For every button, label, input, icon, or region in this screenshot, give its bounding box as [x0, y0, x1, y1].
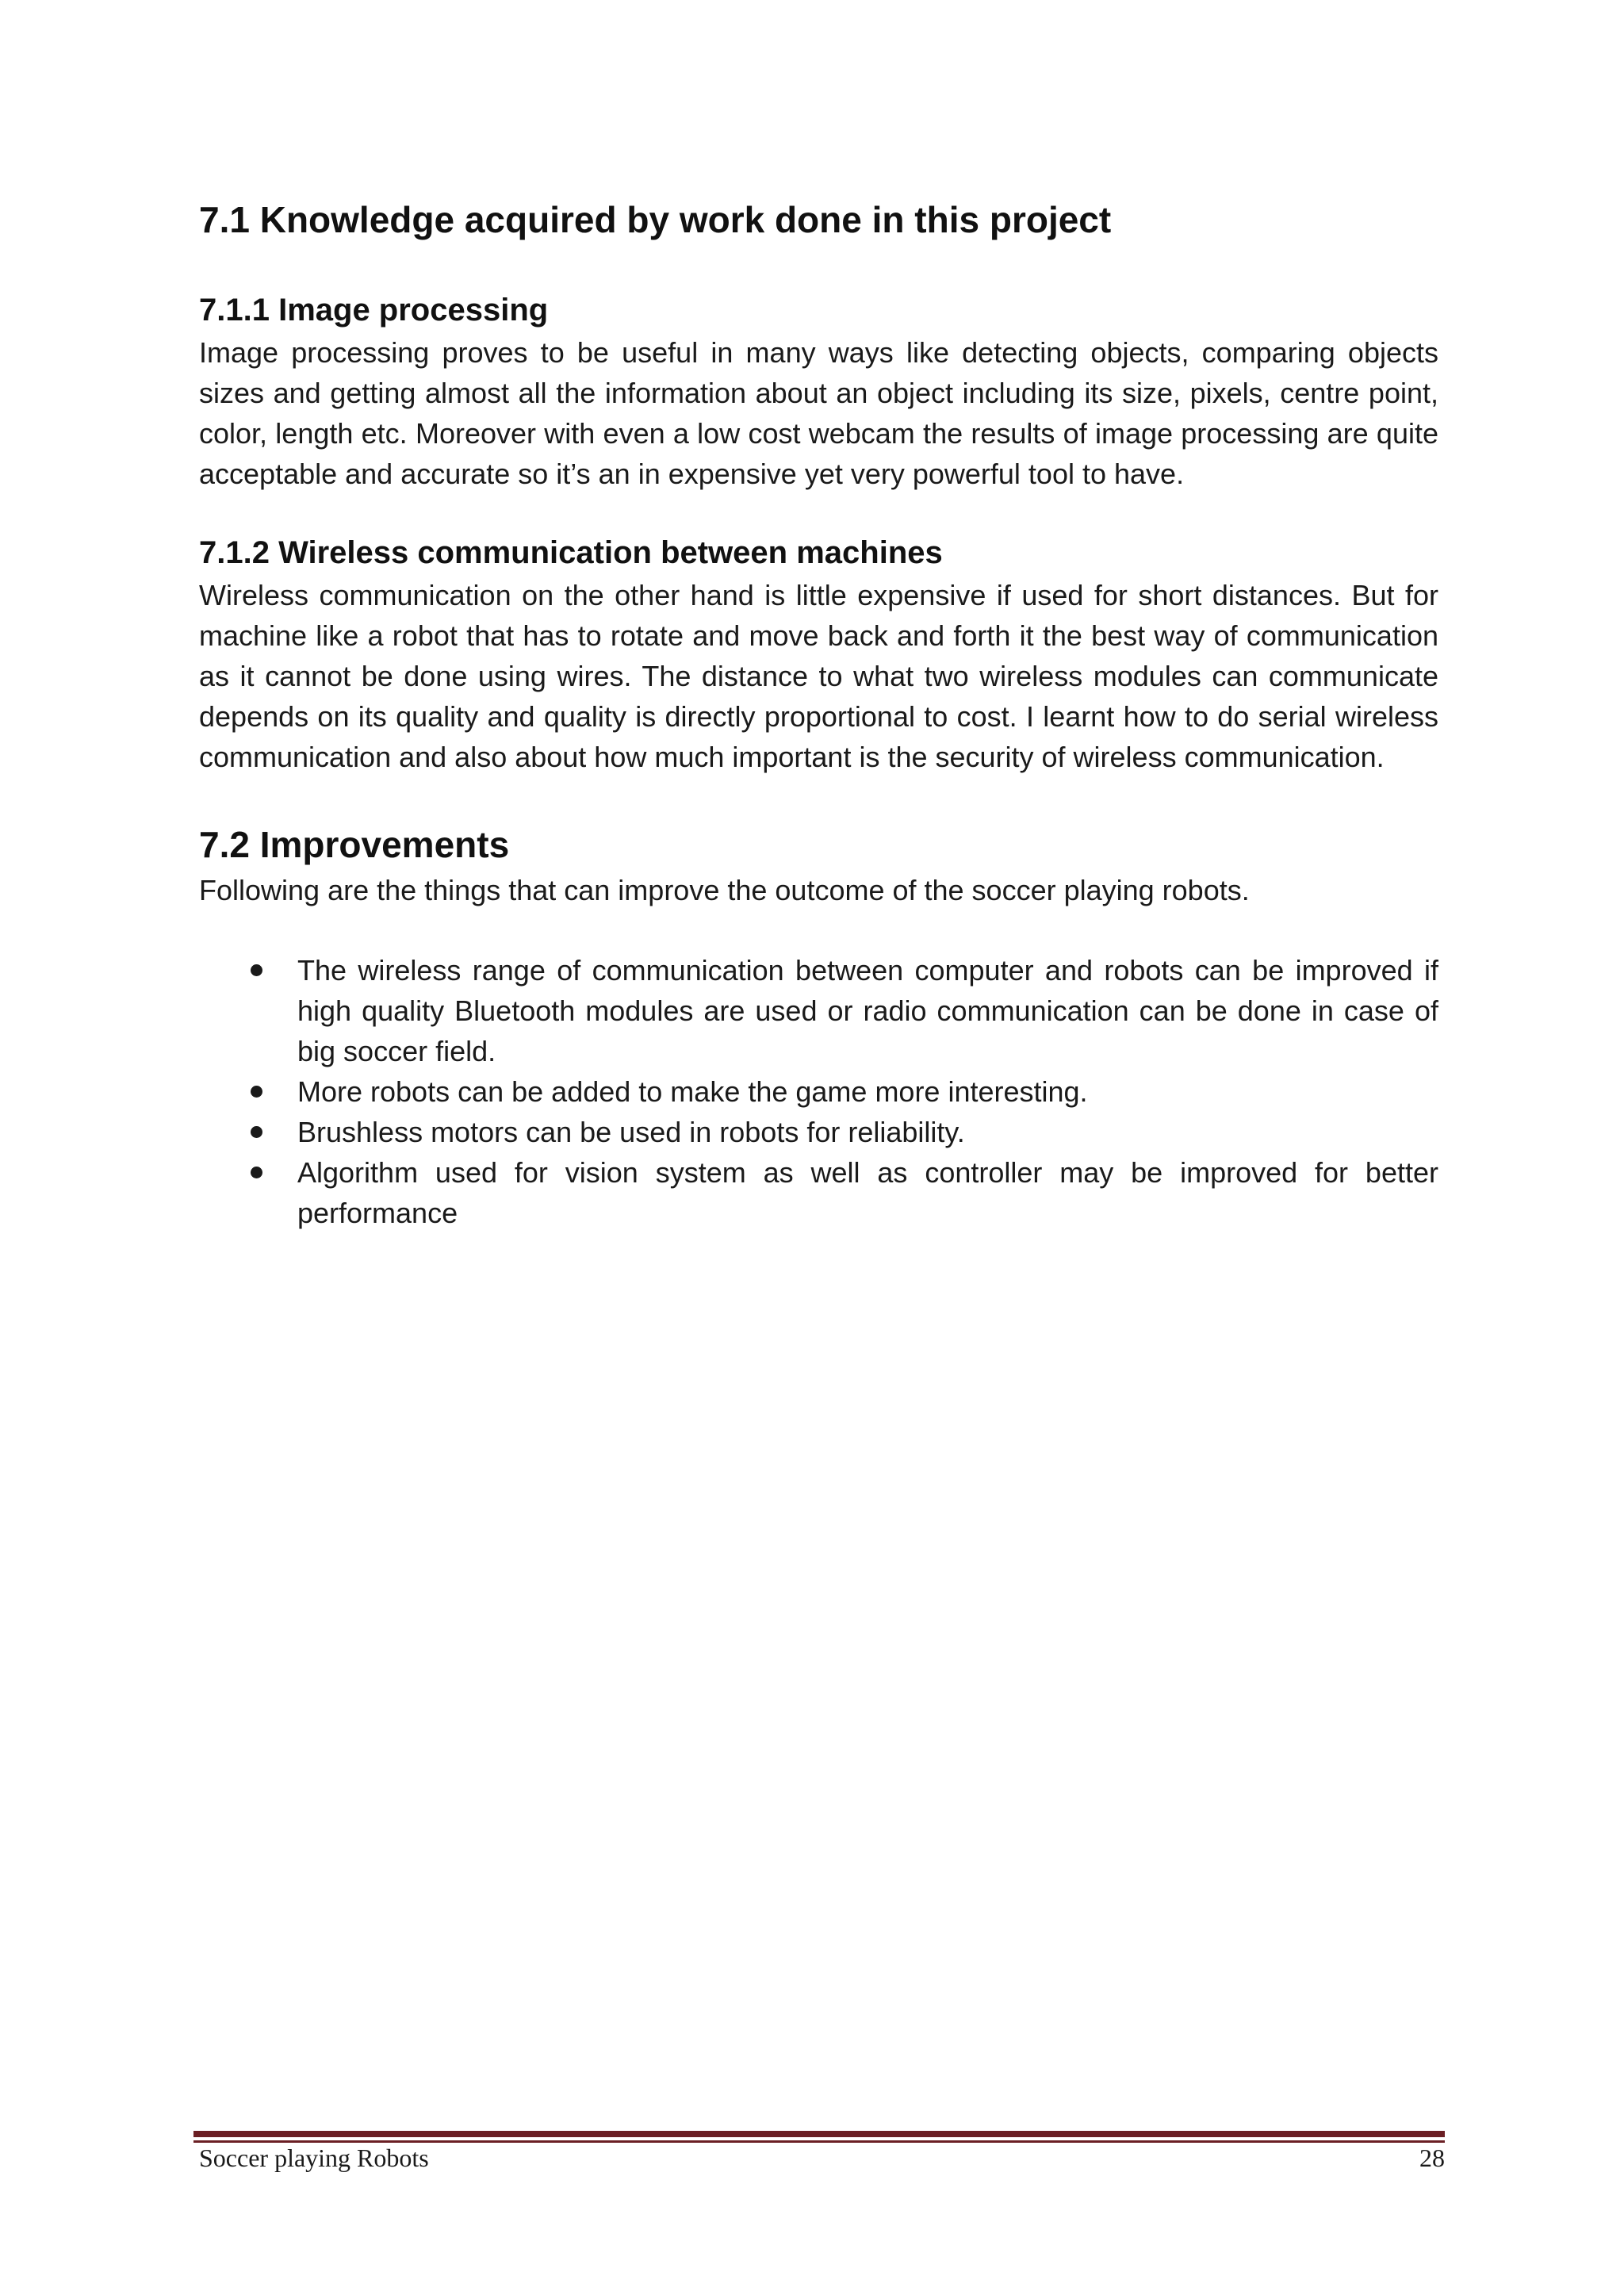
subsection-heading-image-processing: 7.1.1 Image processing [199, 293, 549, 328]
list-item [199, 1152, 1438, 1233]
paragraph-improvements-intro: Following are the things that can improve the outcome of the soccer playing robots. [199, 874, 1250, 907]
list-item [199, 1071, 1438, 1112]
footer-document-title: Soccer playing Robots [199, 2144, 429, 2172]
list-item [199, 950, 1438, 1071]
paragraph-image-processing: Image processing proves to be useful in many ways like detecting objects, comparing objects sizes and getting almost all the information about an object including its size, pixels, centre point, color, length etc. Moreover with even a low cost webcam the results of image processing are quite acceptable and accurate so it’s an in expensive yet very powerful tool to have. [199, 336, 1438, 491]
bullet-icon [251, 1126, 262, 1138]
subsection-heading-wireless: 7.1.2 Wireless communication between machines [199, 535, 943, 571]
list-item-text: More robots can be added to make the game more interesting. [297, 1075, 1088, 1109]
footer-divider-thick [193, 2131, 1445, 2137]
page-content [199, 198, 1438, 1233]
paragraph-wireless: Wireless communication on the other hand is little expensive if used for short distances. But for machine like a robot that has to rotate and move back and forth it the best way of communication as it cannot be done using wires. The distance to what two wireless modules can communicate depends on its quality and quality is directly proportional to cost. I learnt how to do serial wireless communication and also about how much important is the security of wireless communication. [199, 579, 1438, 774]
list-item-text: Algorithm used for vision system as well as controller may be improved for better performance [297, 1156, 1438, 1230]
list-item-text: Brushless motors can be used in robots for reliability. [297, 1116, 965, 1149]
improvements-list [199, 950, 1438, 1233]
footer-page-number: 28 [1419, 2144, 1445, 2172]
section-heading-knowledge: 7.1 Knowledge acquired by work done in this project [199, 199, 1112, 240]
bullet-icon [251, 1167, 262, 1178]
list-item [199, 1112, 1438, 1152]
bullet-icon [251, 964, 262, 976]
list-item-text: The wireless range of communication between computer and robots can be improved if high quality Bluetooth modules are used or radio communication can be done in case of big soccer field. [297, 954, 1438, 1068]
bullet-icon [251, 1086, 262, 1098]
section-heading-improvements: 7.2 Improvements [199, 824, 510, 866]
